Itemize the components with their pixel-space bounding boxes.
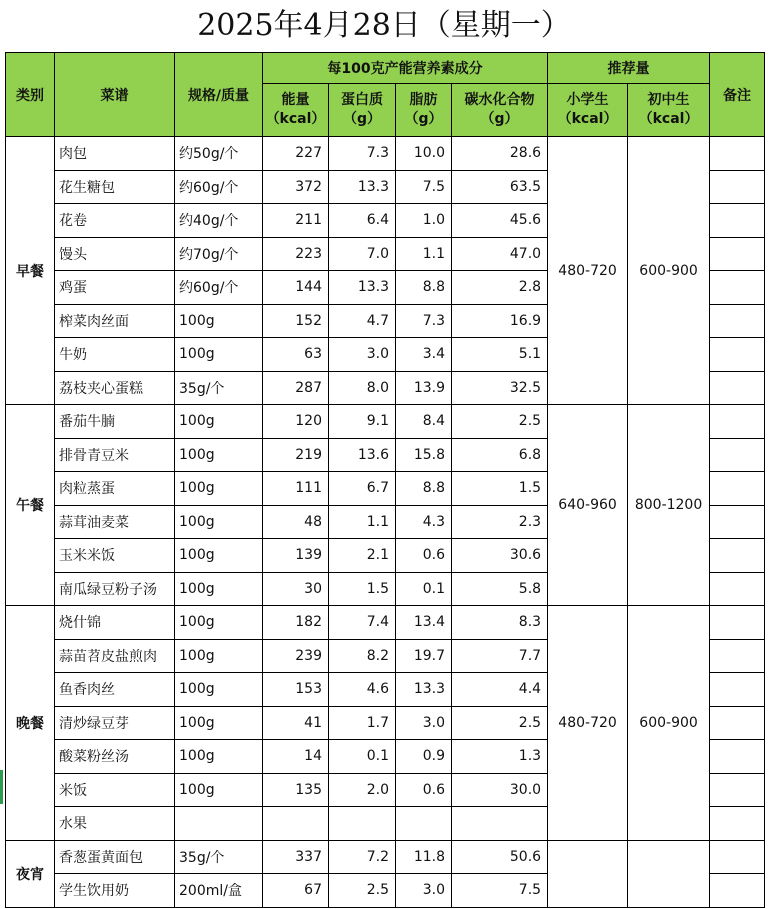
spec-cell: 约50g/个 bbox=[175, 137, 263, 171]
remark-cell bbox=[710, 572, 765, 606]
fat-cell: 11.8 bbox=[396, 840, 452, 874]
header-primary: 小学生 （kcal） bbox=[548, 84, 628, 137]
primary-recommended-cell: 480-720 bbox=[548, 606, 628, 841]
header-spec: 规格/质量 bbox=[175, 53, 263, 137]
dish-cell: 番茄牛腩 bbox=[55, 405, 175, 439]
energy-cell: 182 bbox=[263, 606, 329, 640]
spec-cell: 100g bbox=[175, 773, 263, 807]
fat-cell: 3.0 bbox=[396, 874, 452, 908]
carbs-cell: 5.8 bbox=[452, 572, 548, 606]
fat-cell: 13.4 bbox=[396, 606, 452, 640]
protein-cell: 13.3 bbox=[329, 170, 396, 204]
dish-cell: 榨菜肉丝面 bbox=[55, 304, 175, 338]
table-row bbox=[6, 405, 765, 439]
protein-cell: 7.2 bbox=[329, 840, 396, 874]
junior-recommended-cell: 600-900 bbox=[628, 137, 710, 405]
header-nutrition-group: 每100克产能营养素成分 bbox=[263, 53, 548, 84]
remark-cell bbox=[710, 137, 765, 171]
junior-recommended-cell bbox=[628, 840, 710, 907]
fat-cell: 0.9 bbox=[396, 740, 452, 774]
protein-cell: 2.1 bbox=[329, 539, 396, 573]
remark-cell bbox=[710, 539, 765, 573]
remark-cell bbox=[710, 807, 765, 841]
spec-cell: 100g bbox=[175, 740, 263, 774]
energy-cell: 211 bbox=[263, 204, 329, 238]
fat-cell: 7.5 bbox=[396, 170, 452, 204]
spec-cell: 100g bbox=[175, 606, 263, 640]
fat-cell: 13.9 bbox=[396, 371, 452, 405]
remark-cell bbox=[710, 874, 765, 908]
spec-cell: 35g/个 bbox=[175, 840, 263, 874]
fat-cell: 8.8 bbox=[396, 271, 452, 305]
dish-cell: 学生饮用奶 bbox=[55, 874, 175, 908]
carbs-cell: 45.6 bbox=[452, 204, 548, 238]
header-energy: 能量 （kcal） bbox=[263, 84, 329, 137]
energy-cell: 14 bbox=[263, 740, 329, 774]
remark-cell bbox=[710, 773, 765, 807]
energy-cell: 227 bbox=[263, 137, 329, 171]
dish-cell: 清炒绿豆芽 bbox=[55, 706, 175, 740]
dish-cell: 酸菜粉丝汤 bbox=[55, 740, 175, 774]
header-protein: 蛋白质 （g） bbox=[329, 84, 396, 137]
energy-cell: 41 bbox=[263, 706, 329, 740]
energy-cell: 67 bbox=[263, 874, 329, 908]
carbs-cell: 30.6 bbox=[452, 539, 548, 573]
protein-cell: 2.0 bbox=[329, 773, 396, 807]
remark-cell bbox=[710, 170, 765, 204]
primary-recommended-cell bbox=[548, 840, 628, 907]
protein-cell: 1.7 bbox=[329, 706, 396, 740]
remark-cell bbox=[710, 237, 765, 271]
energy-cell: 219 bbox=[263, 438, 329, 472]
energy-cell: 30 bbox=[263, 572, 329, 606]
carbs-cell: 1.5 bbox=[452, 472, 548, 506]
category-cell: 早餐 bbox=[6, 137, 55, 405]
fat-cell bbox=[396, 807, 452, 841]
spec-cell: 200ml/盒 bbox=[175, 874, 263, 908]
protein-cell: 1.1 bbox=[329, 505, 396, 539]
remark-cell bbox=[710, 204, 765, 238]
carbs-cell: 1.3 bbox=[452, 740, 548, 774]
fat-cell: 1.1 bbox=[396, 237, 452, 271]
fat-cell: 1.0 bbox=[396, 204, 452, 238]
energy-cell: 139 bbox=[263, 539, 329, 573]
carbs-cell: 4.4 bbox=[452, 673, 548, 707]
remark-cell bbox=[710, 405, 765, 439]
dish-cell: 蒜茸油麦菜 bbox=[55, 505, 175, 539]
category-cell: 夜宵 bbox=[6, 840, 55, 907]
table-row bbox=[6, 606, 765, 640]
header-dish: 菜谱 bbox=[55, 53, 175, 137]
dish-cell: 排骨青豆米 bbox=[55, 438, 175, 472]
dish-cell: 肉粒蒸蛋 bbox=[55, 472, 175, 506]
remark-cell bbox=[710, 840, 765, 874]
carbs-cell: 2.3 bbox=[452, 505, 548, 539]
energy-cell: 63 bbox=[263, 338, 329, 372]
remark-cell bbox=[710, 438, 765, 472]
dish-cell: 蒜苗苕皮盐煎肉 bbox=[55, 639, 175, 673]
fat-cell: 19.7 bbox=[396, 639, 452, 673]
spec-cell: 约60g/个 bbox=[175, 170, 263, 204]
fat-cell: 15.8 bbox=[396, 438, 452, 472]
spec-cell: 100g bbox=[175, 572, 263, 606]
spec-cell: 100g bbox=[175, 438, 263, 472]
spec-cell: 100g bbox=[175, 338, 263, 372]
fat-cell: 13.3 bbox=[396, 673, 452, 707]
dish-cell: 花卷 bbox=[55, 204, 175, 238]
energy-cell: 223 bbox=[263, 237, 329, 271]
fat-cell: 7.3 bbox=[396, 304, 452, 338]
table-row bbox=[6, 137, 765, 171]
protein-cell: 4.6 bbox=[329, 673, 396, 707]
spec-cell: 100g bbox=[175, 706, 263, 740]
dish-cell: 南瓜绿豆粉子汤 bbox=[55, 572, 175, 606]
carbs-cell: 7.5 bbox=[452, 874, 548, 908]
energy-cell bbox=[263, 807, 329, 841]
header-junior: 初中生 （kcal） bbox=[628, 84, 710, 137]
header-recommended: 推荐量 bbox=[548, 53, 710, 84]
protein-cell: 8.2 bbox=[329, 639, 396, 673]
remark-cell bbox=[710, 639, 765, 673]
junior-recommended-cell: 600-900 bbox=[628, 606, 710, 841]
spec-cell: 100g bbox=[175, 539, 263, 573]
protein-cell: 7.4 bbox=[329, 606, 396, 640]
protein-cell: 2.5 bbox=[329, 874, 396, 908]
header-carbs: 碳水化合物 （g） bbox=[452, 84, 548, 137]
spec-cell: 约60g/个 bbox=[175, 271, 263, 305]
row-marker bbox=[0, 770, 3, 804]
energy-cell: 120 bbox=[263, 405, 329, 439]
carbs-cell: 7.7 bbox=[452, 639, 548, 673]
spec-cell: 100g bbox=[175, 673, 263, 707]
dish-cell: 香葱蛋黄面包 bbox=[55, 840, 175, 874]
menu-table bbox=[5, 52, 765, 908]
remark-cell bbox=[710, 673, 765, 707]
protein-cell: 8.0 bbox=[329, 371, 396, 405]
remark-cell bbox=[710, 304, 765, 338]
fat-cell: 3.4 bbox=[396, 338, 452, 372]
protein-cell: 13.6 bbox=[329, 438, 396, 472]
header-category: 类别 bbox=[6, 53, 55, 137]
remark-cell bbox=[710, 338, 765, 372]
carbs-cell: 30.0 bbox=[452, 773, 548, 807]
dish-cell: 馒头 bbox=[55, 237, 175, 271]
carbs-cell: 50.6 bbox=[452, 840, 548, 874]
carbs-cell: 63.5 bbox=[452, 170, 548, 204]
carbs-cell: 6.8 bbox=[452, 438, 548, 472]
carbs-cell: 8.3 bbox=[452, 606, 548, 640]
fat-cell: 8.8 bbox=[396, 472, 452, 506]
carbs-cell: 2.8 bbox=[452, 271, 548, 305]
spec-cell: 100g bbox=[175, 405, 263, 439]
spec-cell bbox=[175, 807, 263, 841]
protein-cell: 3.0 bbox=[329, 338, 396, 372]
primary-recommended-cell: 640-960 bbox=[548, 405, 628, 606]
dish-cell: 水果 bbox=[55, 807, 175, 841]
protein-cell bbox=[329, 807, 396, 841]
fat-cell: 0.1 bbox=[396, 572, 452, 606]
protein-cell: 7.0 bbox=[329, 237, 396, 271]
protein-cell: 4.7 bbox=[329, 304, 396, 338]
protein-cell: 7.3 bbox=[329, 137, 396, 171]
fat-cell: 0.6 bbox=[396, 539, 452, 573]
remark-cell bbox=[710, 505, 765, 539]
spec-cell: 35g/个 bbox=[175, 371, 263, 405]
remark-cell bbox=[710, 371, 765, 405]
dish-cell: 荔枝夹心蛋糕 bbox=[55, 371, 175, 405]
spec-cell: 100g bbox=[175, 304, 263, 338]
carbs-cell: 5.1 bbox=[452, 338, 548, 372]
fat-cell: 0.6 bbox=[396, 773, 452, 807]
protein-cell: 6.7 bbox=[329, 472, 396, 506]
spec-cell: 约40g/个 bbox=[175, 204, 263, 238]
header-remark: 备注 bbox=[710, 53, 765, 137]
dish-cell: 鱼香肉丝 bbox=[55, 673, 175, 707]
dish-cell: 玉米米饭 bbox=[55, 539, 175, 573]
dish-cell: 牛奶 bbox=[55, 338, 175, 372]
remark-cell bbox=[710, 271, 765, 305]
spec-cell: 100g bbox=[175, 472, 263, 506]
carbs-cell: 16.9 bbox=[452, 304, 548, 338]
fat-cell: 3.0 bbox=[396, 706, 452, 740]
dish-cell: 米饭 bbox=[55, 773, 175, 807]
category-cell: 午餐 bbox=[6, 405, 55, 606]
protein-cell: 9.1 bbox=[329, 405, 396, 439]
fat-cell: 10.0 bbox=[396, 137, 452, 171]
carbs-cell: 2.5 bbox=[452, 706, 548, 740]
energy-cell: 144 bbox=[263, 271, 329, 305]
junior-recommended-cell: 800-1200 bbox=[628, 405, 710, 606]
spec-cell: 100g bbox=[175, 639, 263, 673]
fat-cell: 8.4 bbox=[396, 405, 452, 439]
page-title: 2025年4月28日（星期一） bbox=[197, 8, 571, 43]
header-fat: 脂肪 （g） bbox=[396, 84, 452, 137]
dish-cell: 烧什锦 bbox=[55, 606, 175, 640]
energy-cell: 239 bbox=[263, 639, 329, 673]
spec-cell: 100g bbox=[175, 505, 263, 539]
energy-cell: 337 bbox=[263, 840, 329, 874]
primary-recommended-cell: 480-720 bbox=[548, 137, 628, 405]
protein-cell: 1.5 bbox=[329, 572, 396, 606]
energy-cell: 48 bbox=[263, 505, 329, 539]
carbs-cell: 2.5 bbox=[452, 405, 548, 439]
carbs-cell: 32.5 bbox=[452, 371, 548, 405]
energy-cell: 135 bbox=[263, 773, 329, 807]
energy-cell: 153 bbox=[263, 673, 329, 707]
carbs-cell: 28.6 bbox=[452, 137, 548, 171]
dish-cell: 肉包 bbox=[55, 137, 175, 171]
remark-cell bbox=[710, 740, 765, 774]
remark-cell bbox=[710, 606, 765, 640]
protein-cell: 6.4 bbox=[329, 204, 396, 238]
dish-cell: 鸡蛋 bbox=[55, 271, 175, 305]
energy-cell: 152 bbox=[263, 304, 329, 338]
category-cell: 晚餐 bbox=[6, 606, 55, 841]
energy-cell: 111 bbox=[263, 472, 329, 506]
carbs-cell: 47.0 bbox=[452, 237, 548, 271]
remark-cell bbox=[710, 472, 765, 506]
protein-cell: 13.3 bbox=[329, 271, 396, 305]
carbs-cell bbox=[452, 807, 548, 841]
dish-cell: 花生糖包 bbox=[55, 170, 175, 204]
protein-cell: 0.1 bbox=[329, 740, 396, 774]
fat-cell: 4.3 bbox=[396, 505, 452, 539]
energy-cell: 372 bbox=[263, 170, 329, 204]
spec-cell: 约70g/个 bbox=[175, 237, 263, 271]
table-row bbox=[6, 840, 765, 874]
menu-body bbox=[6, 137, 765, 908]
energy-cell: 287 bbox=[263, 371, 329, 405]
remark-cell bbox=[710, 706, 765, 740]
